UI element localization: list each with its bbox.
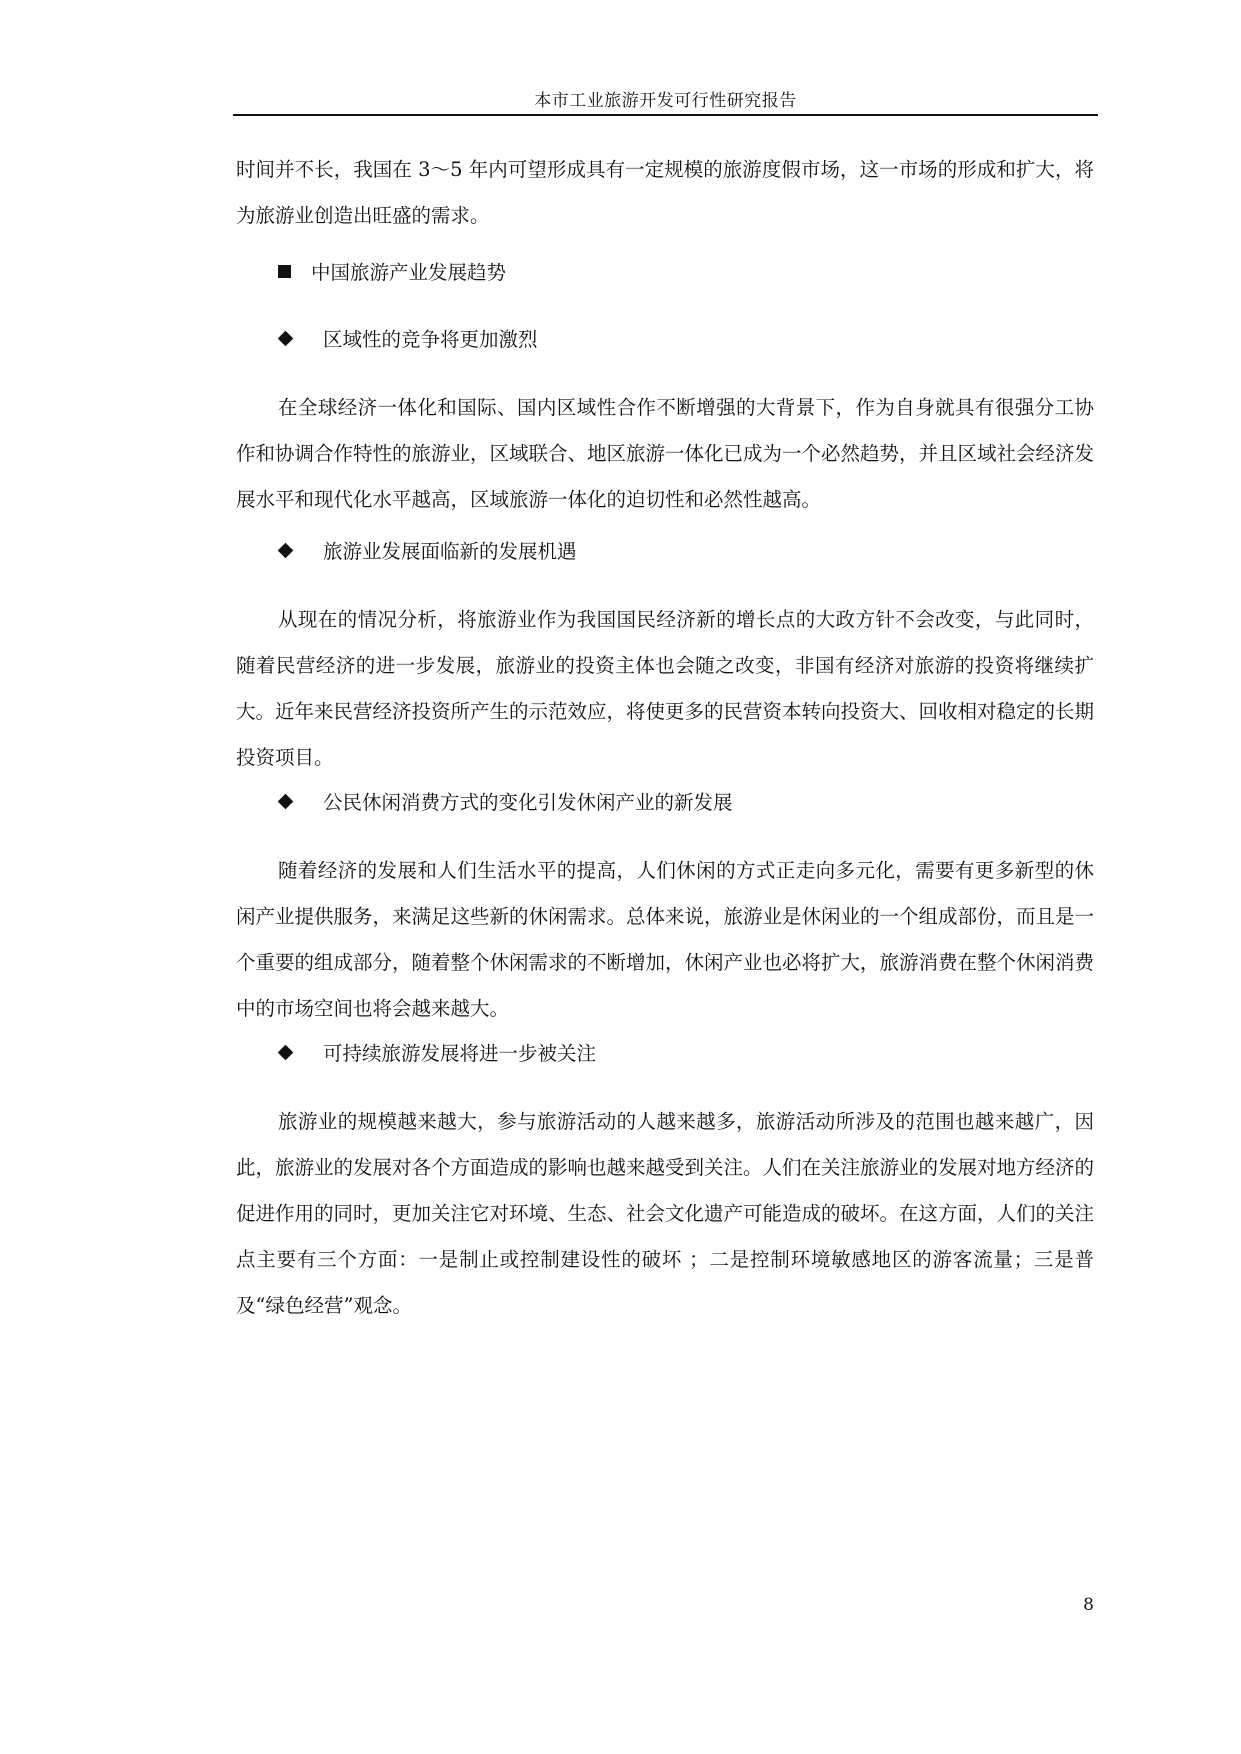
square-bullet-icon bbox=[278, 265, 291, 278]
running-header: 本市工业旅游开发可行性研究报告 bbox=[534, 91, 797, 111]
bullet-heading-text: 旅游业发展面临新的发展机遇 bbox=[323, 540, 577, 563]
diamond-bullet-icon bbox=[278, 794, 294, 810]
diamond-bullet-icon bbox=[278, 1045, 294, 1061]
bullet-heading-new-opportunities bbox=[278, 529, 577, 575]
section-heading bbox=[278, 250, 506, 296]
bullet-heading-sustainable-tourism bbox=[278, 1031, 596, 1077]
page-number: 8 bbox=[1083, 1595, 1094, 1615]
bullet-heading-text: 可持续旅游发展将进一步被关注 bbox=[323, 1042, 597, 1065]
paragraph-regional-integration: 在全球经济一体化和国际、国内区域性合作不断增强的大背景下，作为自身就具有很强分工协作和协调合作特性的旅游业，区域联合、地区旅游一体化已成为一个必然趋势，并且区域社会经济发展水平和现代化水平越高，区域旅游一体化的迫切性和必然性越高。 bbox=[236, 396, 1095, 511]
bullet-heading-text: 区域性的竞争将更加激烈 bbox=[323, 328, 538, 351]
paragraph-sustainability: 旅游业的规模越来越大，参与旅游活动的人越来越多，旅游活动所涉及的范围也越来越广，因此，旅游业的发展对各个方面造成的影响也越来越受到关注。人们在关注旅游业的发展对地方经济的促进作用的同时，更加关注它对环境、生态、社会文化遗产可能造成的破坏。在这方面，人们的关注点主要有三个方面：一是制止或控制建设性的破坏 ；二是控制环境敏感地区的游客流量；三是普及“绿色经营”观念。 bbox=[236, 1110, 1095, 1317]
header-divider bbox=[233, 114, 1098, 116]
bullet-heading-text: 公民休闲消费方式的变化引发休闲产业的新发展 bbox=[323, 791, 733, 814]
diamond-bullet-icon bbox=[278, 331, 294, 347]
diamond-bullet-icon bbox=[278, 543, 294, 559]
bullet-heading-leisure-industry bbox=[278, 780, 733, 826]
paragraph-investment: 从现在的情况分析，将旅游业作为我国国民经济新的增长点的大政方针不会改变，与此同时，随着民营经济的进一步发展，旅游业的投资主体也会随之改变，非国有经济对旅游的投资将继续扩大。近年来民营经济投资所产生的示范效应，将使更多的民营资本转向投资大、回收相对稳定的长期投资项目。 bbox=[236, 608, 1095, 769]
section-heading-text: 中国旅游产业发展趋势 bbox=[311, 261, 507, 284]
bullet-heading-regional-competition bbox=[278, 317, 538, 363]
paragraph-leisure-demand: 随着经济的发展和人们生活水平的提高，人们休闲的方式正走向多元化，需要有更多新型的休闲产业提供服务，来满足这些新的休闲需求。总体来说，旅游业是休闲业的一个组成部份，而且是一个重要的组成部分，随着整个休闲需求的不断增加，休闲产业也必将扩大，旅游消费在整个休闲消费中的市场空间也将会越来越大。 bbox=[236, 859, 1095, 1020]
paragraph-continuation: 时间并不长，我国在 3～5 年内可望形成具有一定规模的旅游度假市场，这一市场的形成和扩大，将为旅游业创造出旺盛的需求。 bbox=[236, 158, 1094, 227]
